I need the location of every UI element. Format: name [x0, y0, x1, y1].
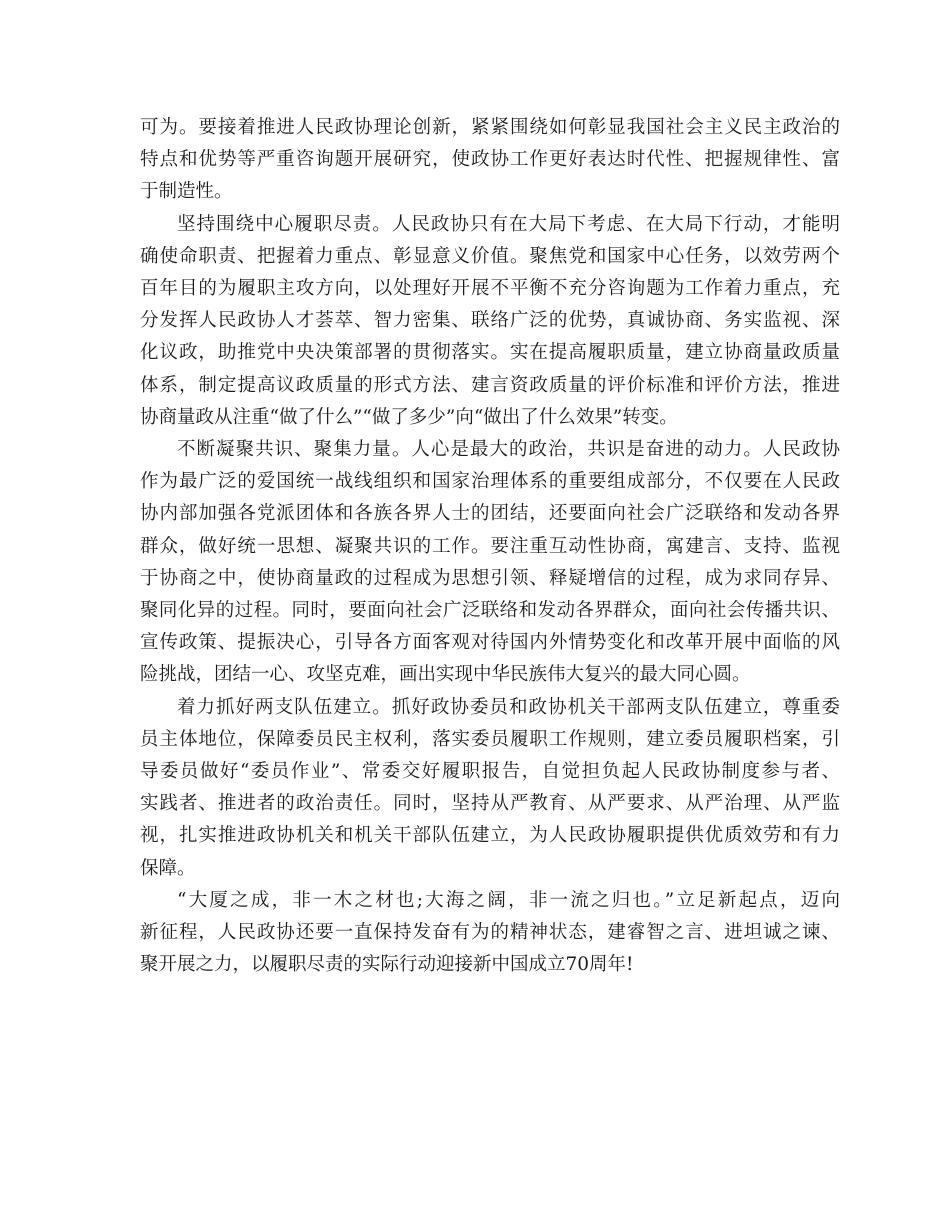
text-line: 不断凝聚共识、聚集力量。人心是最大的政治，共识是奋进的动力。人民政协 [177, 439, 840, 461]
text-line: 分发挥人民政协人才荟萃、智力密集、联络广泛的优势，真诚协商、务实监视、深 [140, 310, 840, 332]
text-line: 于制造性。 [140, 181, 233, 203]
text-line: 化议政，助推党中央决策部署的贯彻落实。实在提高履职质量，建立协商量政质量 [140, 342, 840, 364]
paragraph [140, 112, 840, 209]
text-line: 特点和优势等严重咨询题开展研究，使政协工作更好表达时代性、把握规律性、富 [140, 149, 840, 171]
text-line: 险挑战，团结一心、攻坚克难，画出实现中华民族伟大复兴的最大同心圆。 [140, 664, 751, 686]
text-line: 聚开展之力，以履职尽责的实际行动迎接新中国成立70周年! [140, 954, 634, 976]
document-body [140, 112, 840, 981]
text-line: 实践者、推进者的政治责任。同时，坚持从严教育、从严要求、从严治理、从严监 [140, 793, 840, 815]
paragraph [140, 209, 840, 434]
text-line: “大厦之成，非一木之材也;大海之阔，非一流之归也。”立足新起点，迈向 [177, 889, 840, 911]
text-line: 保障。 [140, 857, 196, 879]
paragraph [140, 885, 840, 982]
text-line: 员主体地位，保障委员民主权利，落实委员履职工作规则，建立委员履职档案，引 [140, 728, 840, 750]
text-line: 协内部加强各党派团体和各族各界人士的团结，还要面向社会广泛联络和发动各界 [140, 503, 840, 525]
text-line: 聚同化异的过程。同时，要面向社会广泛联络和发动各界群众，面向社会传播共识、 [140, 600, 840, 622]
paragraph [140, 692, 840, 885]
text-line: 视，扎实推进政协机关和机关干部队伍建立，为人民政协履职提供优质效劳和有力 [140, 825, 840, 847]
text-line: 确使命职责、把握着力重点、彰显意义价值。聚焦党和国家中心任务，以效劳两个 [140, 245, 840, 267]
text-line: 群众，做好统一思想、凝聚共识的工作。要注重互动性协商，寓建言、支持、监视 [140, 535, 840, 557]
text-line: 导委员做好“委员作业”、常委交好履职报告，自觉担负起人民政协制度参与者、 [140, 761, 840, 783]
text-line: 体系，制定提高议政质量的形式方法、建言资政质量的评价标准和评价方法，推进 [140, 374, 840, 396]
text-line: 百年目的为履职主攻方向，以处理好开展不平衡不充分咨询题为工作着力重点，充 [140, 278, 840, 300]
text-line: 于协商之中，使协商量政的过程成为思想引领、释疑增信的过程，成为求同存异、 [140, 567, 840, 589]
text-line: 宣传政策、提振决心，引导各方面客观对待国内外情势变化和改革开展中面临的风 [140, 632, 840, 654]
text-line: 作为最广泛的爱国统一战线组织和国家治理体系的重要组成部分，不仅要在人民政 [140, 471, 840, 493]
text-line: 新征程，人民政协还要一直保持发奋有为的精神状态，建睿智之言、进坦诚之谏、 [140, 922, 840, 944]
text-line: 坚持围绕中心履职尽责。人民政协只有在大局下考虑、在大局下行动，才能明 [177, 213, 840, 235]
text-line: 可为。要接着推进人民政协理论创新，紧紧围绕如何彰显我国社会主义民主政治的 [140, 117, 840, 138]
text-line: 着力抓好两支队伍建立。抓好政协委员和政协机关干部两支队伍建立，尊重委 [177, 696, 840, 718]
paragraph [140, 434, 840, 692]
text-line: 协商量政从注重“做了什么”“做了多少”向“做出了什么效果”转变。 [140, 406, 678, 428]
